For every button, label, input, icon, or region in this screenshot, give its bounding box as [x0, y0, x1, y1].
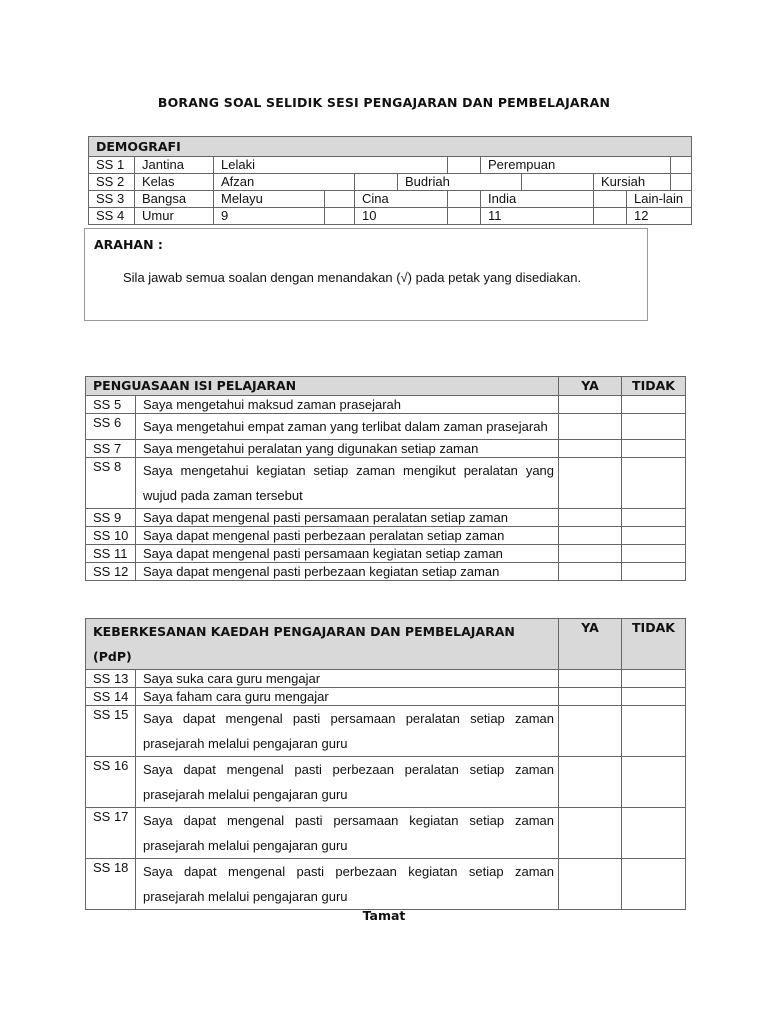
tidak-checkbox[interactable]	[622, 414, 686, 440]
table-row	[86, 414, 686, 440]
tidak-checkbox[interactable]	[622, 458, 686, 509]
table-row	[86, 688, 686, 706]
table-row	[89, 191, 692, 208]
table-row	[86, 509, 686, 527]
option-label: Perempuan	[481, 157, 671, 174]
question-text: Saya dapat mengenal pasti persamaan peralatan setiap zaman	[136, 509, 559, 527]
arahan-title: ARAHAN :	[94, 237, 163, 252]
checkbox-cell[interactable]	[448, 208, 481, 225]
penguasaan-table	[85, 376, 686, 581]
option-label: Lelaki	[214, 157, 448, 174]
question-text: Saya dapat mengenal pasti perbezaan kegiatan setiap zaman	[136, 563, 559, 581]
ya-checkbox[interactable]	[559, 688, 622, 706]
option-label: 10	[355, 208, 448, 225]
option-label: 9	[214, 208, 325, 225]
question-text: Saya dapat mengenal pasti perbezaan peralatan setiap zaman prasejarah melalui pengajaran guru	[136, 757, 559, 808]
demografi-table	[88, 136, 692, 225]
option-label: Kursiah	[594, 174, 671, 191]
ya-checkbox[interactable]	[559, 458, 622, 509]
ya-checkbox[interactable]	[559, 808, 622, 859]
question-text: Saya dapat mengenal pasti perbezaan peralatan setiap zaman	[136, 527, 559, 545]
question-text: Saya mengetahui maksud zaman prasejarah	[136, 396, 559, 414]
table-row	[86, 757, 686, 808]
table-row	[86, 396, 686, 414]
table-row	[86, 458, 686, 509]
row-code: SS 1	[89, 157, 135, 174]
tidak-checkbox[interactable]	[622, 859, 686, 910]
question-code: SS 16	[86, 757, 136, 808]
checkbox-cell[interactable]	[594, 191, 627, 208]
ya-checkbox[interactable]	[559, 509, 622, 527]
row-label: Jantina	[135, 157, 214, 174]
keberkesanan-table	[85, 618, 686, 910]
arahan-box	[84, 228, 648, 321]
option-label: 11	[481, 208, 594, 225]
ya-checkbox[interactable]	[559, 757, 622, 808]
ya-checkbox[interactable]	[559, 440, 622, 458]
table-row	[86, 527, 686, 545]
question-text: Saya dapat mengenal pasti persamaan kegiatan setiap zaman prasejarah melalui pengajaran guru	[136, 808, 559, 859]
table-row	[86, 808, 686, 859]
tidak-checkbox[interactable]	[622, 757, 686, 808]
checkbox-cell[interactable]	[325, 208, 355, 225]
ya-checkbox[interactable]	[559, 859, 622, 910]
ya-checkbox[interactable]	[559, 563, 622, 581]
option-label: India	[481, 191, 594, 208]
tidak-checkbox[interactable]	[622, 509, 686, 527]
ya-checkbox[interactable]	[559, 545, 622, 563]
checkbox-cell[interactable]	[355, 174, 398, 191]
ya-checkbox[interactable]	[559, 414, 622, 440]
checkbox-cell[interactable]	[671, 174, 692, 191]
question-code: SS 14	[86, 688, 136, 706]
tidak-header: TIDAK	[622, 619, 686, 670]
table-row	[86, 563, 686, 581]
checkbox-cell[interactable]	[448, 157, 481, 174]
table-row	[89, 174, 692, 191]
arahan-text: Sila jawab semua soalan dengan menandakan (√) pada petak yang disediakan.	[123, 270, 582, 285]
question-code: SS 7	[86, 440, 136, 458]
section-header: KEBERKESANAN KAEDAH PENGAJARAN DAN PEMBELAJARAN (PdP)	[86, 619, 559, 670]
table-row	[86, 670, 686, 688]
ya-checkbox[interactable]	[559, 527, 622, 545]
tidak-checkbox[interactable]	[622, 670, 686, 688]
question-code: SS 18	[86, 859, 136, 910]
tidak-checkbox[interactable]	[622, 440, 686, 458]
checkbox-cell[interactable]	[594, 208, 627, 225]
ya-checkbox[interactable]	[559, 396, 622, 414]
ya-checkbox[interactable]	[559, 670, 622, 688]
row-label: Bangsa	[135, 191, 214, 208]
question-code: SS 8	[86, 458, 136, 509]
question-code: SS 6	[86, 414, 136, 440]
question-code: SS 12	[86, 563, 136, 581]
row-code: SS 3	[89, 191, 135, 208]
question-text: Saya dapat mengenal pasti perbezaan kegiatan setiap zaman prasejarah melalui pengajaran guru	[136, 859, 559, 910]
question-text: Saya mengetahui kegiatan setiap zaman mengikut peralatan yang wujud pada zaman tersebut	[136, 458, 559, 509]
table-row	[89, 157, 692, 174]
ya-checkbox[interactable]	[559, 706, 622, 757]
checkbox-cell[interactable]	[325, 191, 355, 208]
question-code: SS 9	[86, 509, 136, 527]
tidak-checkbox[interactable]	[622, 545, 686, 563]
question-code: SS 17	[86, 808, 136, 859]
question-text: Saya dapat mengenal pasti persamaan kegiatan setiap zaman	[136, 545, 559, 563]
question-code: SS 5	[86, 396, 136, 414]
option-label: Lain-lain	[627, 191, 692, 208]
checkbox-cell[interactable]	[448, 191, 481, 208]
question-text: Saya mengetahui peralatan yang digunakan setiap zaman	[136, 440, 559, 458]
ya-header: YA	[559, 377, 622, 396]
checkbox-cell[interactable]	[522, 174, 594, 191]
row-label: Umur	[135, 208, 214, 225]
option-label: Melayu	[214, 191, 325, 208]
question-text: Saya faham cara guru mengajar	[136, 688, 559, 706]
question-code: SS 10	[86, 527, 136, 545]
question-code: SS 13	[86, 670, 136, 688]
tidak-checkbox[interactable]	[622, 706, 686, 757]
tidak-header: TIDAK	[622, 377, 686, 396]
table-row	[86, 706, 686, 757]
row-code: SS 2	[89, 174, 135, 191]
checkbox-cell[interactable]	[671, 157, 692, 174]
tidak-checkbox[interactable]	[622, 688, 686, 706]
question-text: Saya dapat mengenal pasti persamaan peralatan setiap zaman prasejarah melalui pengajaran guru	[136, 706, 559, 757]
option-label: Afzan	[214, 174, 355, 191]
form-title: BORANG SOAL SELIDIK SESI PENGAJARAN DAN PEMBELAJARAN	[157, 95, 611, 110]
table-row	[86, 440, 686, 458]
question-text: Saya mengetahui empat zaman yang terlibat dalam zaman prasejarah	[136, 414, 559, 440]
question-code: SS 11	[86, 545, 136, 563]
footer-text: Tamat	[362, 908, 406, 923]
tidak-checkbox[interactable]	[622, 563, 686, 581]
question-code: SS 15	[86, 706, 136, 757]
section-header: PENGUASAAN ISI PELAJARAN	[86, 377, 559, 396]
option-label: Cina	[355, 191, 448, 208]
row-code: SS 4	[89, 208, 135, 225]
tidak-checkbox[interactable]	[622, 808, 686, 859]
option-label: Budriah	[398, 174, 522, 191]
question-text: Saya suka cara guru mengajar	[136, 670, 559, 688]
row-label: Kelas	[135, 174, 214, 191]
tidak-checkbox[interactable]	[622, 527, 686, 545]
table-row	[86, 859, 686, 910]
option-label: 12	[627, 208, 692, 225]
table-row	[89, 208, 692, 225]
tidak-checkbox[interactable]	[622, 396, 686, 414]
table-row	[86, 545, 686, 563]
ya-header: YA	[559, 619, 622, 670]
demografi-header: DEMOGRAFI	[89, 137, 692, 157]
